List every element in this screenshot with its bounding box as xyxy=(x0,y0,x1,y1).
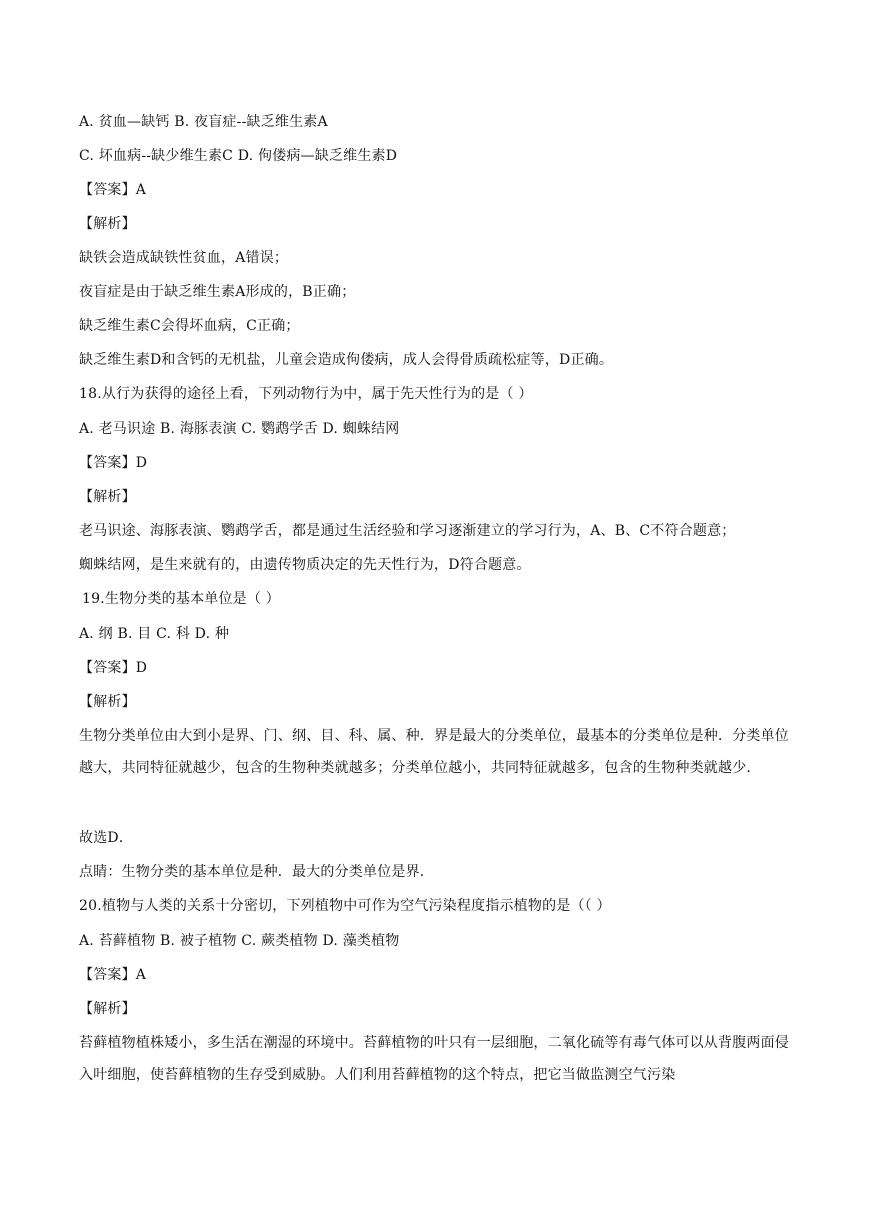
q19-tip: 点睛：生物分类的基本单位是种．最大的分类单位是界． xyxy=(79,864,434,880)
q19-answer: 【答案】D xyxy=(79,660,148,676)
q17-answer: 【答案】A xyxy=(79,182,147,198)
q17-analysis-line-2: 夜盲症是由于缺乏维生素A形成的，B正确； xyxy=(79,284,356,300)
q20-analysis-heading: 【解析】 xyxy=(79,1001,136,1017)
q19-question: 19.生物分类的基本单位是（ ） xyxy=(82,591,280,607)
q18-answer: 【答案】D xyxy=(79,455,148,471)
q19-analysis-paragraph: 生物分类单位由大到小是界、门、纲、目、科、属、种．界是最大的分类单位，最基本的分类单位是种．分类单位越大，共同特征就越少，包含的生物种类就越多；分类单位越小，共同特征就越多，包含的生物种类就越少． xyxy=(79,728,789,776)
q19-options: A. 纲 B. 目 C. 科 D. 种 xyxy=(79,626,230,642)
q17-analysis-line-1: 缺铁会造成缺铁性贫血，A错误； xyxy=(79,250,289,266)
q17-analysis-heading: 【解析】 xyxy=(79,216,136,232)
q18-options: A. 老马识途 B. 海豚表演 C. 鹦鹉学舌 D. 蜘蛛结网 xyxy=(79,421,400,437)
q18-analysis-line-1: 老马识途、海豚表演、鹦鹉学舌，都是通过生活经验和学习逐渐建立的学习行为，A、B、C不符合题意； xyxy=(79,523,736,539)
q17-options-cd: C. 坏血病--缺少维生素C D. 佝偻病—缺乏维生素D xyxy=(79,148,398,164)
q20-answer: 【答案】A xyxy=(79,967,147,983)
q19-conclusion: 故选D． xyxy=(79,830,134,846)
q18-analysis-line-2: 蜘蛛结网，是生来就有的，由遗传物质决定的先天性行为，D符合题意。 xyxy=(79,557,531,573)
q18-question: 18.从行为获得的途径上看，下列动物行为中，属于先天性行为的是（ ） xyxy=(79,386,533,402)
q17-options-ab: A. 贫血—缺钙 B. 夜盲症--缺乏维生素A xyxy=(79,114,328,130)
q19-analysis-heading: 【解析】 xyxy=(79,694,136,710)
q17-analysis-line-3: 缺乏维生素C会得坏血病，C正确； xyxy=(79,318,300,334)
q20-options: A. 苔藓植物 B. 被子植物 C. 蕨类植物 D. 藻类植物 xyxy=(79,933,400,949)
q20-question: 20.植物与人类的关系十分密切，下列植物中可作为空气污染程度指示植物的是（（ ） xyxy=(79,898,611,914)
q20-analysis-paragraph: 苔藓植物植株矮小，多生活在潮湿的环境中。苔藓植物的叶只有一层细胞，二氧化硫等有毒气体可以从背腹两面侵入叶细胞，使苔藓植物的生存受到威胁。人们利用苔藓植物的这个特点，把它当做监测空气污染 xyxy=(79,1035,789,1083)
q18-analysis-heading: 【解析】 xyxy=(79,489,136,505)
q17-analysis-line-4: 缺乏维生素D和含钙的无机盐，儿童会造成佝偻病，成人会得骨质疏松症等，D正确。 xyxy=(79,352,614,368)
